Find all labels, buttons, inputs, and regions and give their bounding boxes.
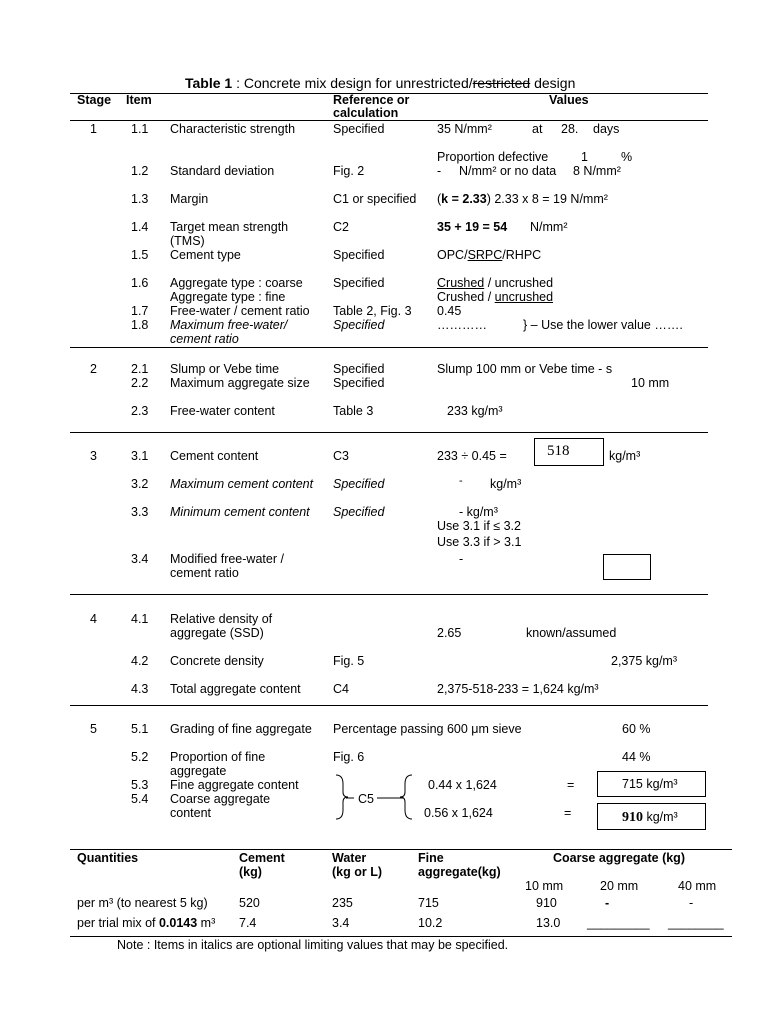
right-brace [400, 775, 412, 819]
value-2-1: Slump 100 mm or Vebe time - s [437, 362, 613, 376]
label-1-2: Standard deviation [170, 164, 275, 178]
value-5-4-eq: = [564, 806, 572, 820]
value-1-6-fine: Crushed / uncrushed [437, 290, 554, 304]
value-1-2: N/mm² or no data [459, 164, 557, 178]
item-4-3: 4.3 [131, 682, 149, 696]
fine-aggregate-value: 715 kg/m³ [622, 777, 678, 791]
value-4-3: 2,375-518-233 = 1,624 kg/m³ [437, 682, 599, 696]
row-trial-fine: 10.2 [418, 916, 443, 930]
label-4-1-b: aggregate (SSD) [170, 626, 264, 640]
item-5-3: 5.3 [131, 778, 149, 792]
value-3-2-dash: - [459, 475, 463, 487]
value-1-1: 35 N/mm² [437, 122, 492, 136]
value-1-7: 0.45 [437, 304, 462, 318]
label-2-2: Maximum aggregate size [170, 376, 310, 390]
label-1-7: Free-water / cement ratio [170, 304, 310, 318]
fine-header-unit: aggregate(kg) [418, 865, 501, 879]
label-5-1: Grading of fine aggregate [170, 722, 312, 736]
left-brace [336, 775, 348, 819]
label-1-5: Cement type [170, 248, 241, 262]
coarse-header: Coarse aggregate (kg) [553, 851, 685, 865]
header-values: Values [549, 93, 589, 107]
ref-3-1: C3 [333, 449, 349, 463]
row-trial-water: 3.4 [332, 916, 350, 930]
value-3-4: - [459, 552, 464, 566]
value-4-1-note: known/assumed [526, 626, 617, 640]
modified-ratio-box [603, 554, 651, 580]
cement-header: Cement [239, 851, 285, 865]
value-3-1-unit: kg/m³ [609, 449, 641, 463]
coarse-aggregate-value: 910 kg/m³ [622, 810, 678, 825]
row-trial-20mm: _________ [587, 916, 650, 930]
rule-use-3-3: Use 3.3 if > 3.1 [437, 535, 522, 549]
proportion-defective-label: Proportion defective [437, 150, 549, 164]
row-per-m3-label: per m³ (to nearest 5 kg) [77, 896, 208, 910]
row-per-m3-20mm: - [605, 896, 610, 910]
stage-2: 2 [90, 362, 97, 376]
item-2-1: 2.1 [131, 362, 149, 376]
divider-quantities-bottom [70, 936, 732, 937]
stage-4: 4 [90, 612, 97, 626]
coarse-aggregate-box [597, 803, 706, 830]
item-3-4: 3.4 [131, 552, 149, 566]
cement-content-value: 518 [547, 443, 570, 459]
divider-stage-4 [70, 705, 708, 706]
c5-label: C5 [358, 792, 374, 806]
divider-quantities-top [70, 849, 732, 850]
item-1-6: 1.6 [131, 276, 149, 290]
value-1-6-coarse: Crushed / uncrushed [437, 276, 554, 290]
value-5-2: 44 % [622, 750, 651, 764]
ref-5-1: Percentage passing 600 μm sieve [333, 722, 522, 736]
coarse-40mm-header: 40 mm [678, 879, 717, 893]
proportion-defective-unit: % [621, 150, 633, 164]
item-1-3: 1.3 [131, 192, 149, 206]
coarse-10mm-header: 10 mm [525, 879, 564, 893]
label-1-4: Target mean strength [170, 220, 289, 234]
ref-2-1: Specified [333, 362, 385, 376]
divider-header [70, 120, 708, 121]
label-1-8: Maximum free-water/ [170, 318, 288, 332]
value-5-4: 0.56 x 1,624 [424, 806, 493, 820]
value-3-2-unit: kg/m³ [490, 477, 522, 491]
value-4-2: 2,375 kg/m³ [611, 654, 678, 668]
ref-3-2: Specified [333, 477, 385, 491]
label-4-2: Concrete density [170, 654, 264, 668]
row-trial-10mm: 13.0 [536, 916, 561, 930]
row-per-m3-cement: 520 [239, 896, 260, 910]
item-3-2: 3.2 [131, 477, 149, 491]
label-1-1: Characteristic strength [170, 122, 296, 136]
value-1-8: ………… [437, 318, 487, 332]
value-2-2: 10 mm [631, 376, 670, 390]
label-2-1: Slump or Vebe time [170, 362, 280, 376]
value-1-2-sd: 8 N/mm² [573, 164, 621, 178]
label-5-2: Proportion of fine [170, 750, 266, 764]
item-2-3: 2.3 [131, 404, 149, 418]
label-2-3: Free-water content [170, 404, 275, 418]
item-5-2: 5.2 [131, 750, 149, 764]
cement-header-unit: (kg) [239, 865, 262, 879]
coarse-20mm-header: 20 mm [600, 879, 639, 893]
value-1-1-days: days [593, 122, 620, 136]
water-header-unit: (kg or L) [332, 865, 382, 879]
ref-1-6: Specified [333, 276, 385, 290]
label-1-3: Margin [170, 192, 209, 206]
proportion-defective-value: 1 [581, 150, 588, 164]
c5-braces [330, 772, 420, 822]
ref-4-3: C4 [333, 682, 349, 696]
label-4-1: Relative density of [170, 612, 273, 626]
row-per-m3-water: 235 [332, 896, 353, 910]
item-1-8: 1.8 [131, 318, 149, 332]
header-reference-2: calculation [333, 106, 399, 120]
value-1-8-note: } – Use the lower value ……. [523, 318, 683, 332]
ref-1-4: C2 [333, 220, 349, 234]
item-4-1: 4.1 [131, 612, 149, 626]
item-1-5: 1.5 [131, 248, 149, 262]
header-stage: Stage [77, 93, 112, 107]
item-1-7: 1.7 [131, 304, 149, 318]
item-1-1: 1.1 [131, 122, 149, 136]
row-per-m3-fine: 715 [418, 896, 439, 910]
item-2-2: 2.2 [131, 376, 149, 390]
ref-1-2: Fig. 2 [333, 164, 365, 178]
label-3-4-b: cement ratio [170, 566, 239, 580]
ref-4-2: Fig. 5 [333, 654, 365, 668]
divider-stage-1 [70, 347, 708, 348]
ref-1-3: C1 or specified [333, 192, 417, 206]
value-1-1-at: at [532, 122, 543, 136]
item-5-1: 5.1 [131, 722, 149, 736]
divider-stage-3 [70, 594, 708, 595]
cement-content-box [534, 438, 604, 466]
label-3-1: Cement content [170, 449, 259, 463]
value-1-1-age: 28. [561, 122, 579, 136]
row-per-m3-10mm: 910 [536, 896, 557, 910]
value-1-4-unit: N/mm² [530, 220, 568, 234]
fine-aggregate-box [597, 771, 706, 797]
value-5-3: 0.44 x 1,624 [428, 778, 497, 792]
label-5-4-b: content [170, 806, 212, 820]
value-5-1: 60 % [622, 722, 651, 736]
value-1-5: OPC/SRPC/RHPC [437, 248, 542, 262]
stage-3: 3 [90, 449, 97, 463]
label-5-2-b: aggregate [170, 764, 227, 778]
value-1-4: 35 + 19 = 54 [437, 220, 508, 234]
value-3-3: - kg/m³ [459, 505, 498, 519]
value-1-3: (k = 2.33) 2.33 x 8 = 19 N/mm² [437, 192, 608, 206]
water-header: Water [332, 851, 367, 865]
ref-1-5: Specified [333, 248, 385, 262]
label-5-3: Fine aggregate content [170, 778, 299, 792]
label-1-6-fine: Aggregate type : fine [170, 290, 286, 304]
ref-1-8: Specified [333, 318, 385, 332]
label-3-4: Modified free-water / [170, 552, 284, 566]
stage-1: 1 [90, 122, 97, 136]
item-5-4: 5.4 [131, 792, 149, 806]
item-1-2: 1.2 [131, 164, 149, 178]
label-1-6: Aggregate type : coarse [170, 276, 303, 290]
header-item: Item [126, 93, 152, 107]
divider-stage-2 [70, 432, 708, 433]
value-3-1: 233 ÷ 0.45 = [437, 449, 507, 463]
item-1-4: 1.4 [131, 220, 149, 234]
row-trial-40mm: ________ [668, 916, 724, 930]
row-per-m3-40mm: - [689, 896, 694, 910]
label-3-2: Maximum cement content [170, 477, 314, 491]
table-title: Table 1 : Concrete mix design for unrestricted/restricted design [185, 75, 576, 91]
ref-2-2: Specified [333, 376, 385, 390]
item-4-2: 4.2 [131, 654, 149, 668]
item-3-1: 3.1 [131, 449, 149, 463]
divider-top [70, 93, 708, 94]
header-reference: Reference or [333, 93, 410, 107]
quantities-header: Quantities [77, 851, 139, 865]
ref-1-7: Table 2, Fig. 3 [333, 304, 412, 318]
label-4-3: Total aggregate content [170, 682, 301, 696]
item-3-3: 3.3 [131, 505, 149, 519]
ref-2-3: Table 3 [333, 404, 374, 418]
stage-5: 5 [90, 722, 97, 736]
footnote: Note : Items in italics are optional limiting values that may be specified. [117, 938, 509, 952]
value-5-3-eq: = [567, 778, 575, 792]
label-5-4: Coarse aggregate [170, 792, 271, 806]
value-2-3: 233 kg/m³ [447, 404, 503, 418]
label-1-8-b: cement ratio [170, 332, 239, 346]
row-trial-cement: 7.4 [239, 916, 257, 930]
value-4-1: 2.65 [437, 626, 462, 640]
value-1-2-dash: - [437, 164, 442, 178]
label-3-3: Minimum cement content [170, 505, 310, 519]
ref-5-2: Fig. 6 [333, 750, 365, 764]
row-trial-label: per trial mix of 0.0143 m³ [77, 916, 216, 930]
rule-use-3-1: Use 3.1 if ≤ 3.2 [437, 519, 521, 533]
ref-3-3: Specified [333, 505, 385, 519]
label-1-4-tms: (TMS) [170, 234, 205, 248]
fine-header: Fine [418, 851, 444, 865]
ref-1-1: Specified [333, 122, 385, 136]
